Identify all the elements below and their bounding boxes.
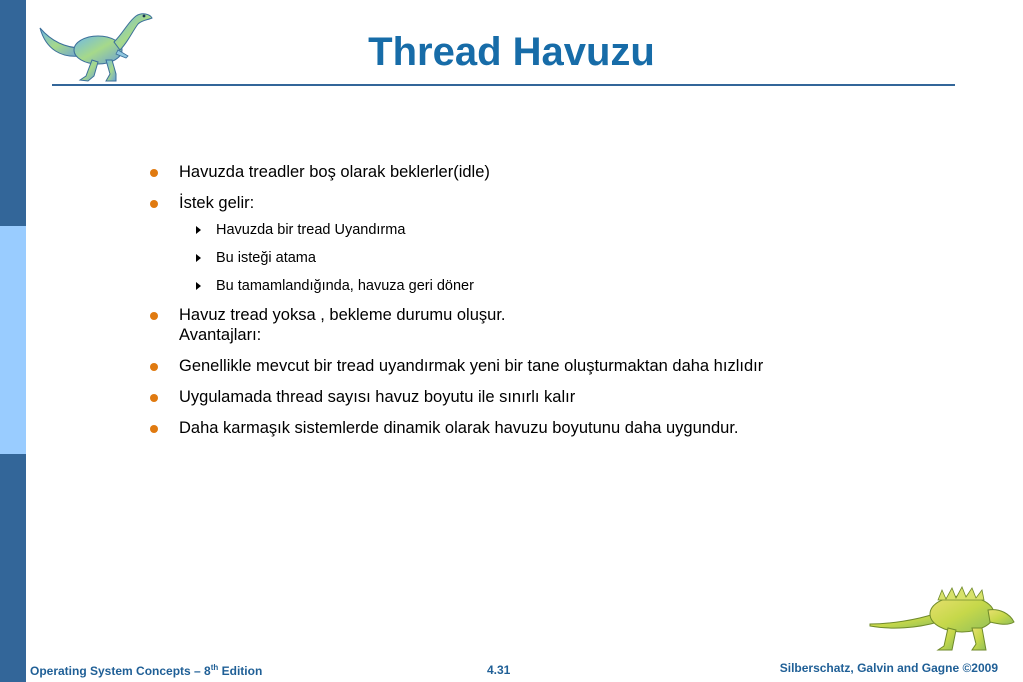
bullet-dot-icon (150, 312, 158, 320)
sub-bullet-item (150, 221, 910, 239)
sub-bullet-item (150, 249, 910, 267)
bullet-dot-icon (150, 394, 158, 402)
bullet-text: İstek gelir: (179, 194, 255, 212)
bullet-item (150, 305, 910, 345)
bullet-dot-icon (150, 169, 158, 177)
triangle-bullet-icon (196, 254, 201, 262)
title-divider (52, 84, 955, 86)
sidebar-light-middle (0, 226, 26, 454)
bullet-text: Uygulamada thread sayısı havuz boyutu ile sınırlı kalır (179, 388, 576, 406)
sub-bullet-list (150, 221, 910, 295)
bullet-text-line2: Avantajları: (179, 326, 262, 344)
triangle-bullet-icon (196, 282, 201, 290)
slide-title: Thread Havuzu (368, 30, 655, 74)
bullet-dot-icon (150, 425, 158, 433)
bullet-text: Daha karmaşık sistemlerde dinamik olarak havuzu boyutunu daha uygundur. (179, 419, 739, 437)
bullet-dot-icon (150, 200, 158, 208)
bullet-item (150, 162, 910, 182)
bullet-item (150, 356, 910, 376)
footer-book-title-prefix: Operating System Concepts – 8 (30, 664, 211, 678)
footer-page-number: 4.31 (487, 663, 511, 677)
bullet-dot-icon (150, 363, 158, 371)
footer-book-title (30, 663, 262, 678)
triangle-bullet-icon (196, 226, 201, 234)
bullet-list (150, 162, 910, 449)
dinosaur-icon (868, 584, 1016, 656)
sidebar-dark-bottom (0, 454, 26, 682)
bullet-item (150, 387, 910, 407)
footer-book-title-sup: th (210, 663, 219, 672)
bullet-text: Havuz tread yoksa , bekleme durumu oluşur. (179, 306, 506, 324)
bullet-text: Genellikle mevcut bir tread uyandırmak yeni bir tane oluşturmaktan daha hızlıdır (179, 357, 764, 375)
sub-bullet-text: Havuzda bir tread Uyandırma (216, 222, 406, 238)
bullet-text: Havuzda treadler boş olarak beklerler(idle) (179, 163, 490, 181)
sub-bullet-item (150, 277, 910, 295)
bullet-item (150, 418, 910, 438)
bullet-item (150, 193, 910, 213)
sub-bullet-text: Bu isteği atama (216, 250, 316, 266)
footer-book-title-suffix: Edition (218, 664, 263, 678)
sub-bullet-text: Bu tamamlandığında, havuza geri döner (216, 278, 474, 294)
footer-authors: Silberschatz, Galvin and Gagne ©2009 (779, 661, 998, 675)
